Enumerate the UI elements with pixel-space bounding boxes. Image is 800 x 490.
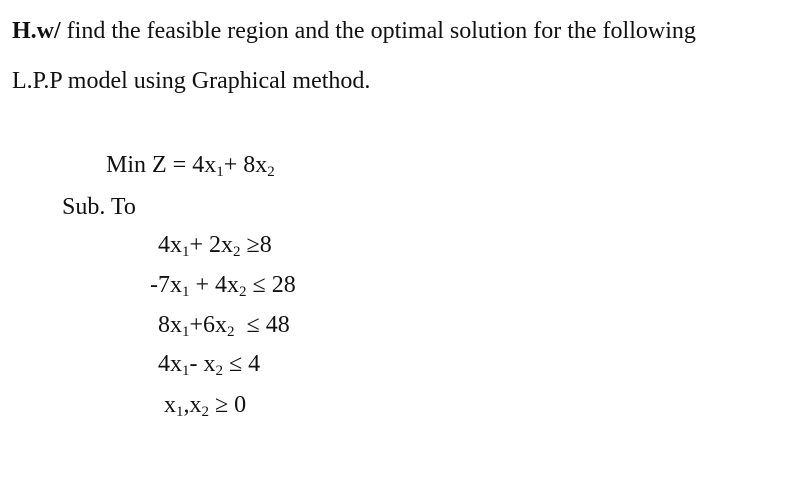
hw-label: H.w/: [12, 18, 61, 44]
term: - x: [189, 351, 216, 377]
subscript: 1: [182, 324, 190, 340]
term: ≤ 28: [246, 272, 296, 298]
subscript: 2: [201, 404, 209, 420]
term: ≥8: [240, 232, 272, 258]
constraint-4: [158, 349, 260, 379]
term: + 2x: [189, 232, 234, 258]
subscript: 2: [233, 244, 241, 260]
subscript: 1: [182, 284, 190, 300]
term: 8x: [158, 312, 182, 338]
heading-line-1: [12, 16, 696, 46]
constraint-1: [158, 230, 272, 260]
constraint-5: [164, 390, 246, 420]
term: x: [164, 392, 176, 418]
objective-function: [106, 150, 275, 180]
subscript: 2: [227, 324, 235, 340]
term: ,x: [183, 392, 202, 418]
subscript: 1: [182, 363, 190, 379]
term: + 4x: [189, 272, 240, 298]
subscript: 2: [239, 284, 247, 300]
subscript: 2: [215, 363, 223, 379]
objective-subscript: 1: [216, 164, 224, 180]
term: 4x: [158, 232, 182, 258]
subscript: 1: [182, 244, 190, 260]
term: ≥ 0: [209, 392, 247, 418]
term: +6x: [189, 312, 228, 338]
constraint-3: [158, 310, 290, 340]
subscript: 1: [176, 404, 184, 420]
term: 4x: [158, 351, 182, 377]
objective-part: Min Z = 4x: [106, 152, 217, 178]
term: -7x: [150, 272, 182, 298]
heading-line-2: L.P.P model using Graphical method.: [12, 68, 371, 94]
term: ≤ 4: [223, 351, 261, 377]
constraint-2: [150, 270, 296, 300]
heading-text-1: find the feasible region and the optimal solution for the following: [60, 18, 696, 44]
objective-part: + 8x: [223, 152, 268, 178]
objective-subscript: 2: [267, 164, 275, 180]
subject-to-label: Sub. To: [62, 194, 136, 220]
term: ≤ 48: [234, 312, 290, 338]
